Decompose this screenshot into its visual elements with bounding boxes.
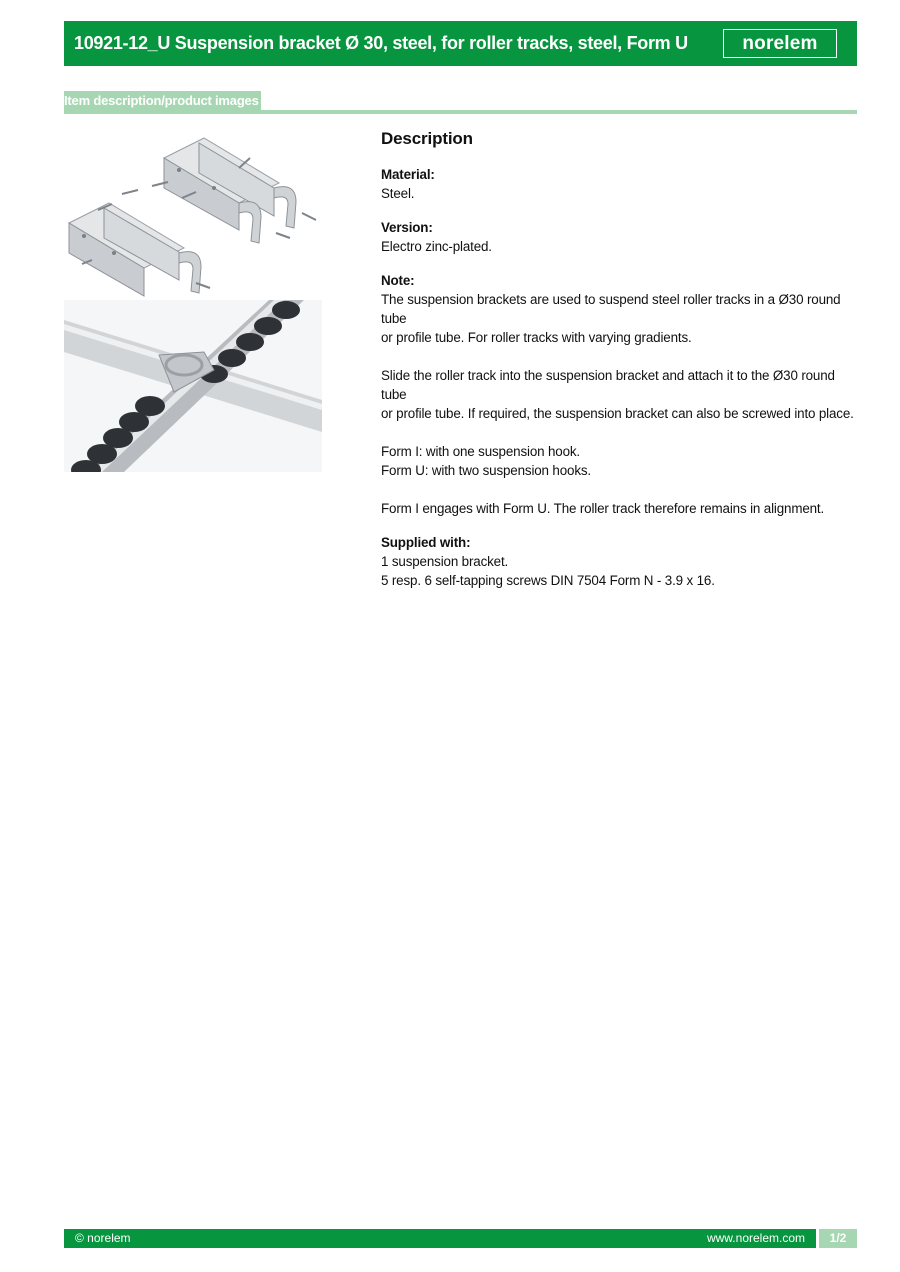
supplied-label: Supplied with: <box>381 535 471 550</box>
supplied-item: 1 suspension bracket. <box>381 554 509 569</box>
material-label: Material: <box>381 167 435 182</box>
note-text: Form I engages with Form U. The roller track therefore remains in alignment. <box>381 501 825 516</box>
section-label: Item description/product images <box>64 93 259 108</box>
note-text: or profile tube. For roller tracks with varying gradients. <box>381 330 692 345</box>
product-image-application <box>64 300 322 472</box>
material-block <box>381 165 859 203</box>
norelem-logo <box>723 29 837 58</box>
page-footer <box>64 1229 816 1248</box>
note-text: Form I: with one suspension hook. <box>381 444 580 459</box>
description-panel <box>381 127 859 605</box>
version-label: Version: <box>381 220 433 235</box>
page-title: 10921-12_U Suspension bracket Ø 30, steel, for roller tracks, steel, Form U <box>74 33 688 53</box>
version-block <box>381 218 859 256</box>
page-header <box>64 21 857 66</box>
section-header <box>64 91 857 114</box>
section-divider <box>64 110 857 114</box>
website-link[interactable]: www.norelem.com <box>706 1231 805 1245</box>
supplied-item: 5 resp. 6 self-tapping screws DIN 7504 Form N - 3.9 x 16. <box>381 573 715 588</box>
copyright-text: © norelem <box>75 1231 131 1245</box>
note-block <box>381 271 859 518</box>
note-text: Slide the roller track into the suspension bracket and attach it to the Ø30 round tube <box>381 368 835 402</box>
product-image-brackets <box>64 128 322 298</box>
logo-text: norelem <box>742 33 818 54</box>
material-value: Steel. <box>381 186 415 201</box>
description-heading: Description <box>381 129 473 148</box>
version-value: Electro zinc-plated. <box>381 239 492 254</box>
supplied-block <box>381 533 859 590</box>
note-text: or profile tube. If required, the suspension bracket can also be screwed into place. <box>381 406 854 421</box>
note-text: Form U: with two suspension hooks. <box>381 463 591 478</box>
page-number: 1/2 <box>819 1229 857 1248</box>
note-label: Note: <box>381 273 415 288</box>
note-text: The suspension brackets are used to suspend steel roller tracks in a Ø30 round tube <box>381 292 841 326</box>
